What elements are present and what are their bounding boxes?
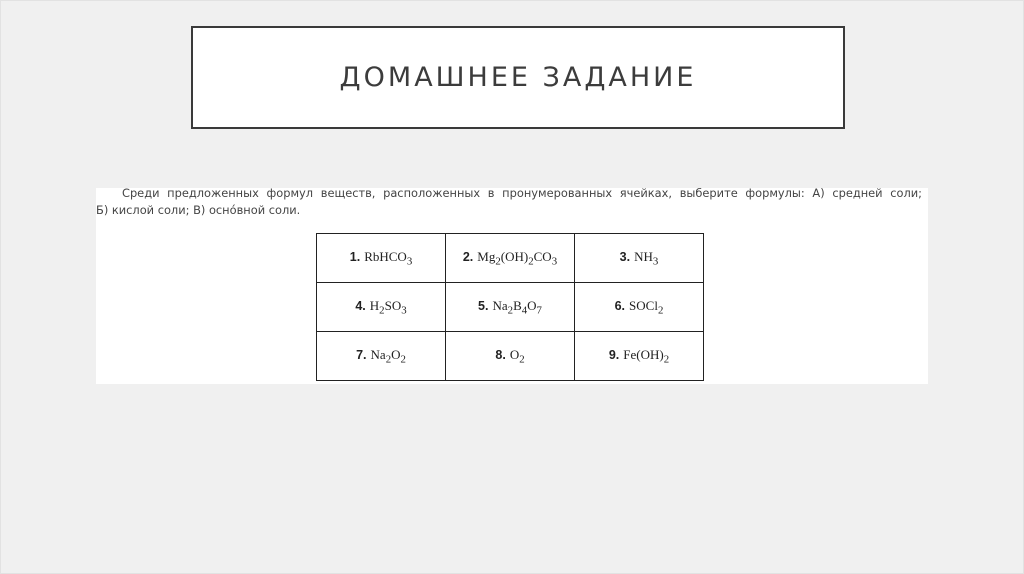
table-row (317, 234, 704, 283)
table-row (317, 332, 704, 381)
title-box (191, 26, 845, 129)
formula-cell-7: 7. $Na_2O_2$ (317, 332, 446, 381)
task-line-2: Б) кислой соли; В) оснóвной соли. (96, 203, 301, 217)
formula-table (316, 233, 704, 381)
task-panel (96, 188, 928, 384)
formula-cell-4: 4. $H_2SO_3$ (317, 283, 446, 332)
task-line-1: Среди предложенных формул веществ, расположенных в пронумерованных ячейках, выберите формулы: А) средней соли; (122, 186, 922, 200)
slide-title: ДОМАШНЕЕ ЗАДАНИЕ (339, 62, 697, 93)
task-text (96, 185, 922, 219)
table-row (317, 283, 704, 332)
formula-cell-9: 9. $Fe(OH)_2$ (575, 332, 704, 381)
formula-cell-2: 2. $Mg_2(OH)_2CO_3$ (446, 234, 575, 283)
formula-cell-6: 6. SOCl$_2$ (575, 283, 704, 332)
formula-cell-8: 8. $O_2$ (446, 332, 575, 381)
formula-cell-1: 1. RbHCO$_3$ (317, 234, 446, 283)
formula-cell-3: 3. $NH_3$ (575, 234, 704, 283)
formula-cell-5: 5. $Na_2B_4O_7$ (446, 283, 575, 332)
